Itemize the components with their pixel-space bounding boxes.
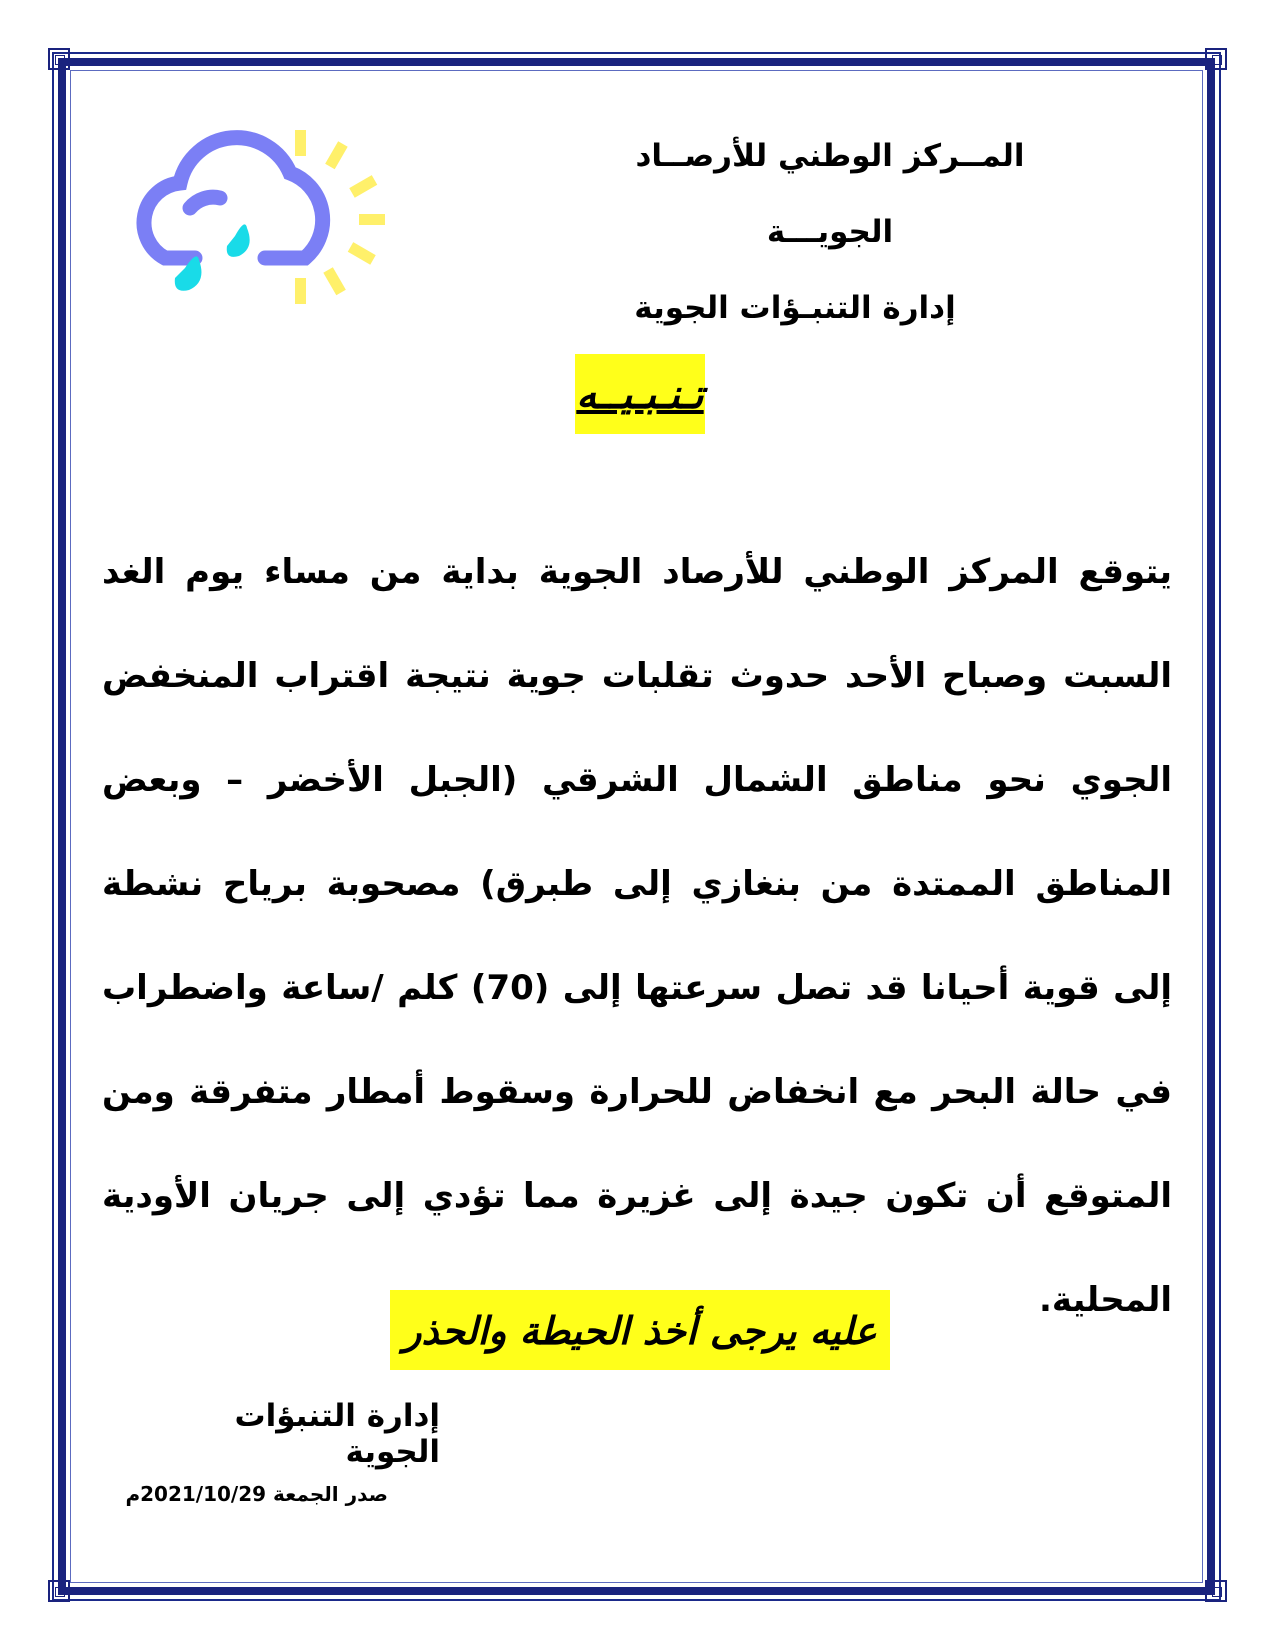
border-corner-top-left — [48, 48, 70, 70]
department-name: إدارة التنبـؤات الجوية — [634, 290, 956, 326]
rain-drop — [227, 224, 250, 256]
border-corner-bottom-right — [1205, 1580, 1227, 1602]
warning-text: عليه يرجى أخذ الحيطة والحذر — [403, 1307, 877, 1353]
letterhead — [580, 118, 1080, 346]
cloud-rain-sun-icon — [135, 118, 405, 318]
title-highlight — [575, 354, 705, 434]
notice-title: تـنـبـيــه — [576, 370, 704, 418]
border-corner-bottom-left — [48, 1580, 70, 1602]
notice-body: يتوقع المركز الوطني للأرصاد الجوية بداية من مساء يوم الغد السبت وصباح الأحد حدوث تقلبات جوية نتيجة اقتراب المنخفض الجوي نحو مناطق الشمال الشرقي (الجبل الأخضر – وبعض المناطق الممتدة من بنغازي إلى طبرق) مصحوبة برياح نشطة إلى قوية أحيانا قد تصل سرعتها إلى (70) كلم /ساعة واضطراب في حالة البحر مع انخفاض للحرارة وسقوط أمطار متفرقة ومن المتوقع أن تكون جيدة إلى غزيرة مما تؤدي إلى جريان الأودية المحلية. — [102, 552, 1172, 1320]
signature-department: إدارة التنبؤات الجوية — [234, 1398, 440, 1470]
sun-rays — [295, 130, 385, 304]
border-corner-top-right — [1205, 48, 1227, 70]
issue-date: صدر الجمعة 2021/10/29م — [125, 1482, 388, 1506]
warning-highlight — [390, 1290, 890, 1370]
org-name: المــركز الوطني للأرصــاد الجويـــة — [635, 138, 1025, 250]
